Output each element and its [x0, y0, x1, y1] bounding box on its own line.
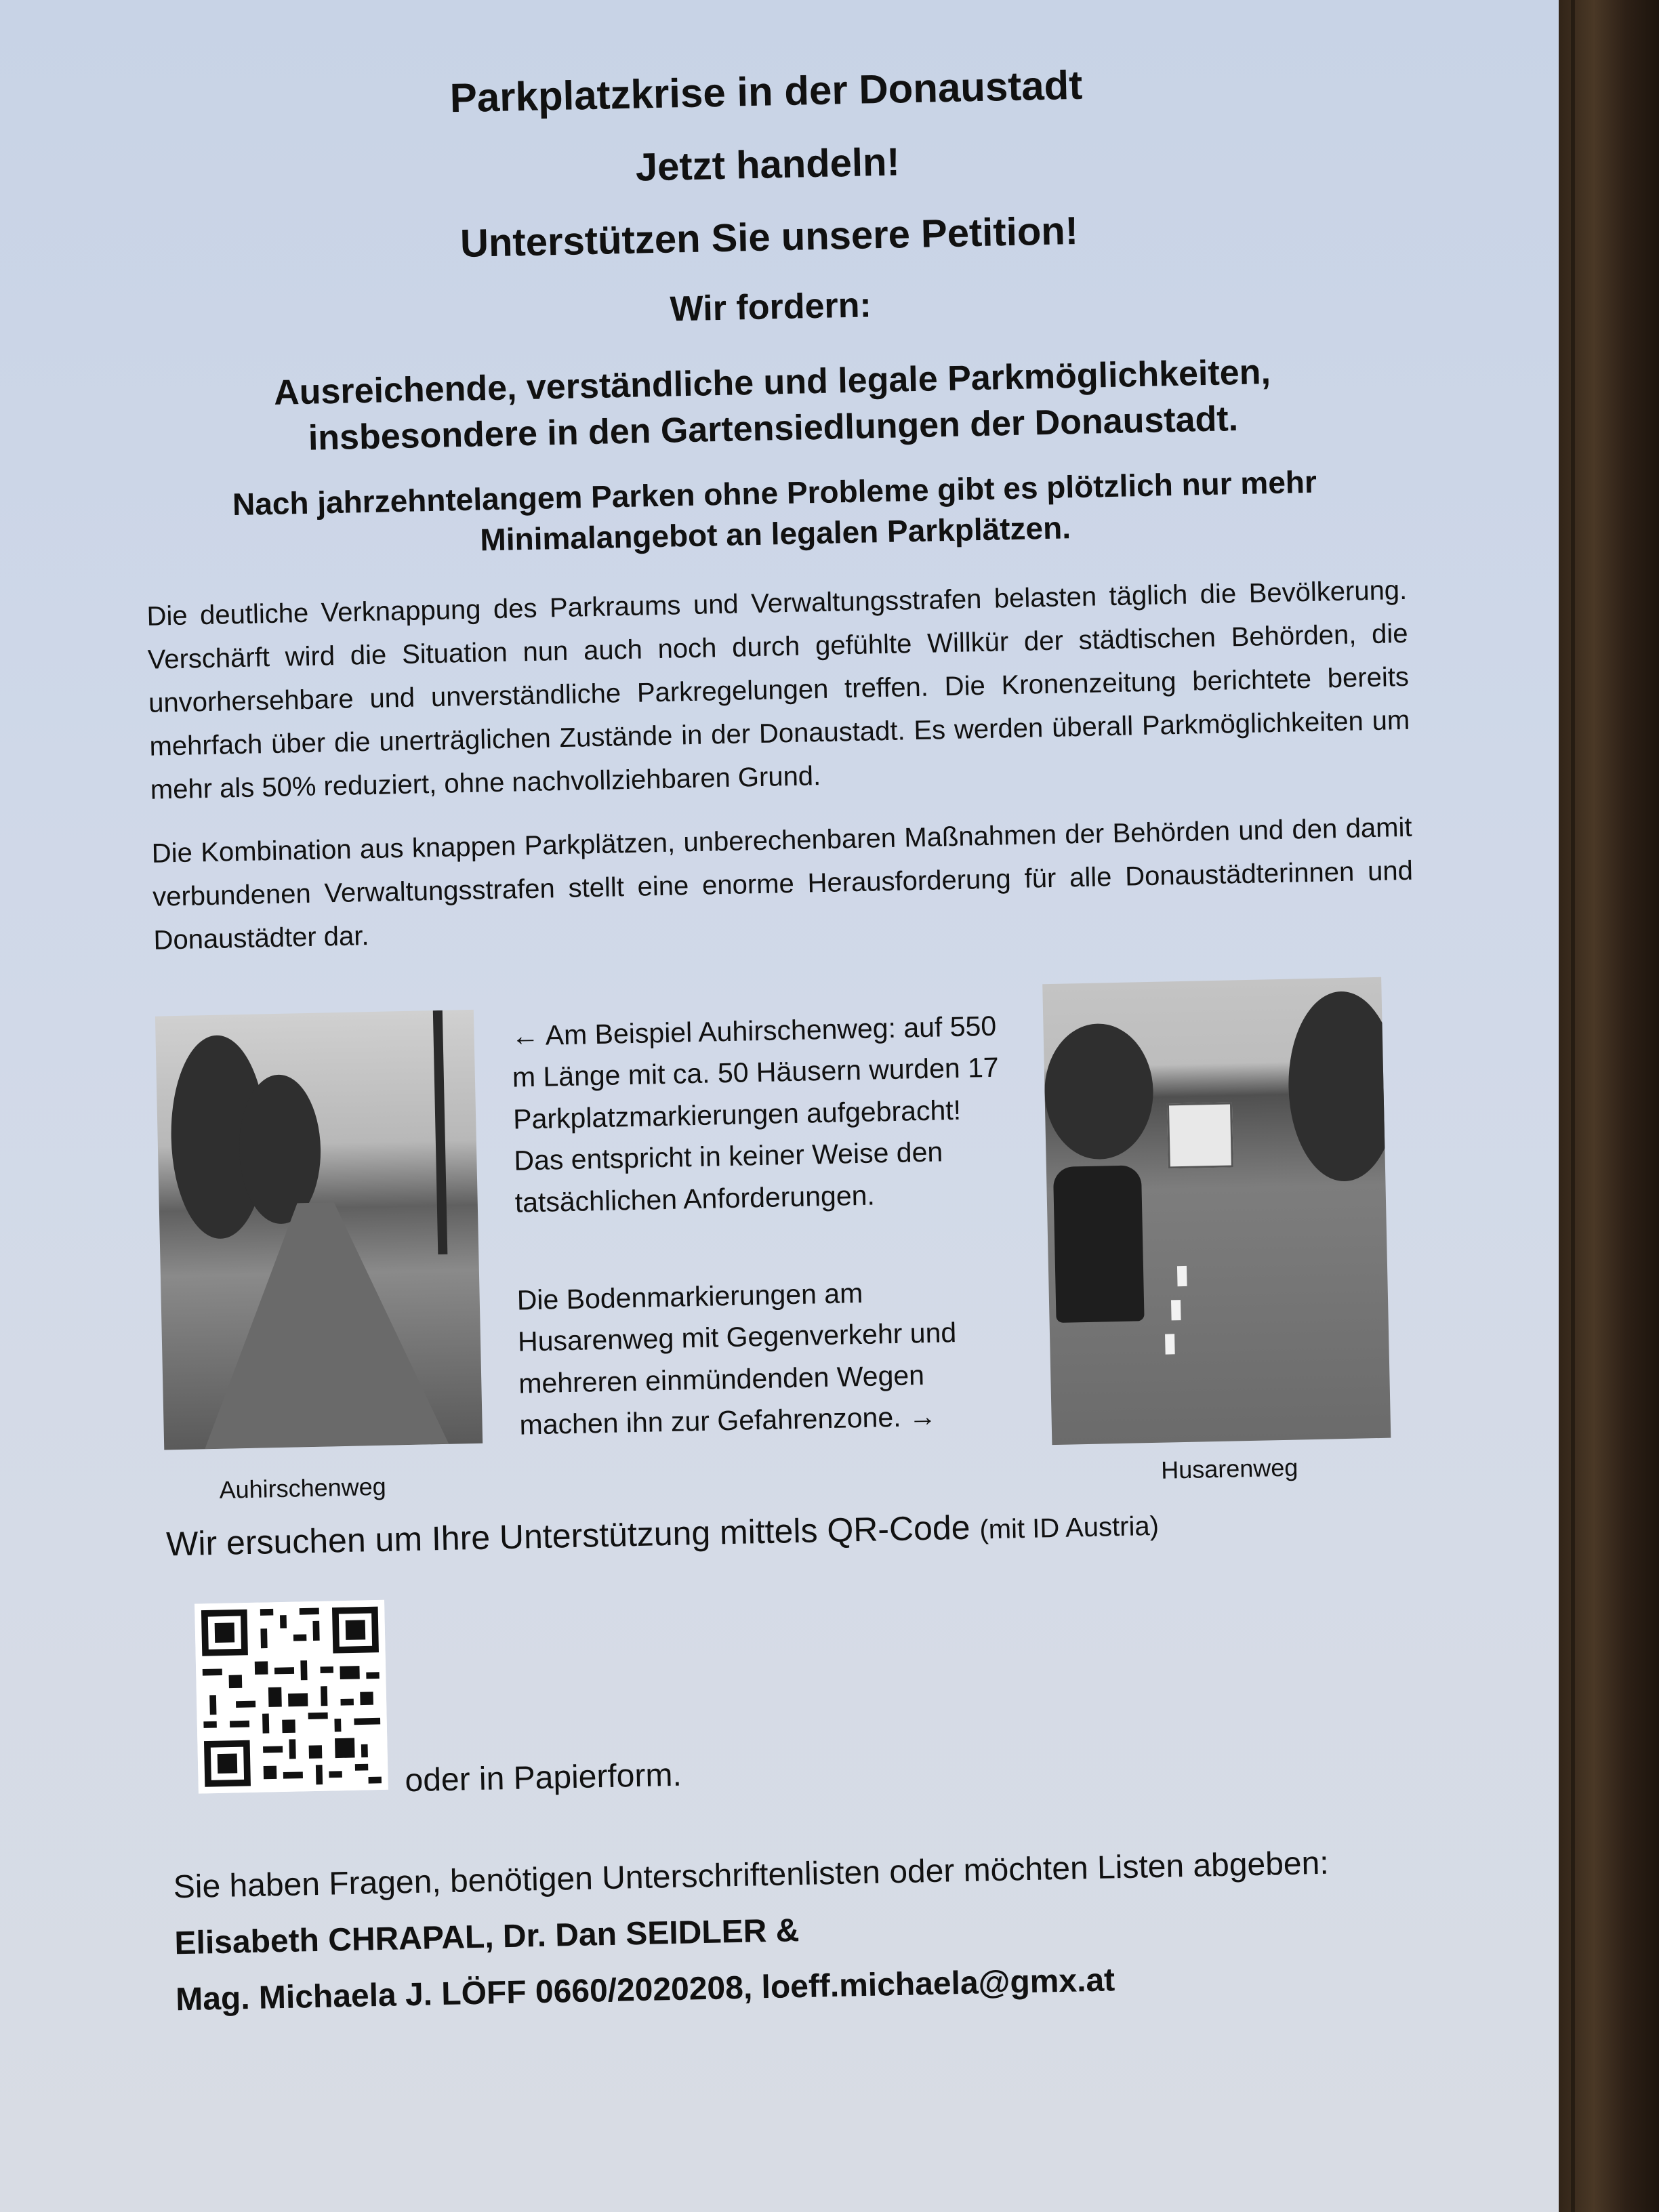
support-note: (mit ID Austria): [979, 1511, 1160, 1545]
support-text: Wir ersuchen um Ihre Unterstützung mittels QR-Code: [165, 1508, 971, 1563]
claim-line-1: Nach jahrzehntelangem Parken ohne Probleme gibt es plötzlich nur mehr: [232, 464, 1317, 523]
qr-section: [167, 1578, 1433, 1835]
lane-marking: [1165, 1334, 1175, 1354]
husarenweg-caption: Husarenweg: [1160, 1453, 1298, 1484]
auhirschenweg-description: ← Am Beispiel Auhirschenweg: auf 550 m Länge mit ca. 50 Häusern wurden 17 Parkplatzmarkierungen aufgebracht! Das entspricht in keiner Weise den tatsächlichen Anforderungen.: [511, 1010, 1000, 1218]
tree-shape: [1287, 990, 1391, 1182]
husarenweg-description: Die Bodenmarkierungen am Husarenweg mit Gegenverkehr und mehreren einmündenden Wegen machen ihn zur Gefahrenzone. →: [516, 1277, 957, 1441]
contact-intro: Sie haben Fragen, benötigen Unterschriftenlisten oder möchten Listen abgeben:: [173, 1845, 1330, 1906]
contact-names: Elisabeth CHRAPAL, Dr. Dan SEIDLER &: [174, 1912, 800, 1962]
demand-intro: Wir fordern:: [670, 285, 872, 329]
claim-statement: [144, 460, 1406, 568]
contact-details: Mag. Michaela J. LÖFF 0660/2020208, loeff.michaela@gmx.at: [175, 1962, 1115, 2018]
demand-line-1: Ausreichende, verständliche und legale Parkmöglichkeiten,: [273, 352, 1271, 413]
flyer-content: [136, 55, 1436, 2018]
lane-marking: [1177, 1266, 1187, 1286]
parked-car: [1053, 1165, 1145, 1323]
demand-line-2: insbesondere in den Gartensiedlungen der Donaustadt.: [308, 398, 1239, 458]
delivery-truck: [1167, 1102, 1233, 1168]
tree-shape: [1043, 1023, 1154, 1160]
road-surface: [200, 1200, 449, 1449]
flyer-title: Parkplatzkrise in der Donaustadt: [449, 62, 1083, 121]
auhirschenweg-photo: [155, 1010, 483, 1450]
petition-headline: Unterstützen Sie unsere Petition!: [459, 208, 1079, 266]
examples-section: [155, 977, 1425, 1504]
husarenweg-photo: [1042, 977, 1391, 1445]
demand-statement: [142, 347, 1404, 465]
petition-qr-code[interactable]: [194, 1600, 388, 1794]
paper-form-option: oder in Papierform.: [405, 1757, 682, 1799]
call-to-action: Jetzt handeln!: [635, 140, 901, 190]
utility-pole: [433, 1010, 448, 1254]
support-request: [166, 1498, 1427, 1563]
paragraph-combination: Die Kombination aus knappen Parkplätzen, unberechenbaren Maßnahmen der Behörden und den damit verbundenen Verwaltungsstrafen stellt eine enorme Herausforderung für alle Donaustädterinnen und Donaustädter dar.: [151, 812, 1414, 956]
wooden-post: [1551, 0, 1659, 2212]
auhirschenweg-caption: Auhirschenweg: [219, 1472, 387, 1504]
claim-line-2: Minimalangebot an legalen Parkplätzen.: [479, 510, 1071, 558]
paragraph-situation: Die deutliche Verknappung des Parkraums und Verwaltungsstrafen belasten täglich die Bevölkerung. Verschärft wird die Situation nun auch noch durch gefühlte Willkür der städtischen Behörden, die unvorhersehbare und unverständliche Parkregelungen treffen. Die Kronenzeitung berichtete bereits mehrfach über die unerträglichen Zustände in der Donaustadt. Es werden überall Parkmöglichkeiten um mehr als 50% reduziert, ohne nachvollziehbaren Grund.: [146, 575, 1410, 805]
lane-marking: [1171, 1300, 1181, 1320]
